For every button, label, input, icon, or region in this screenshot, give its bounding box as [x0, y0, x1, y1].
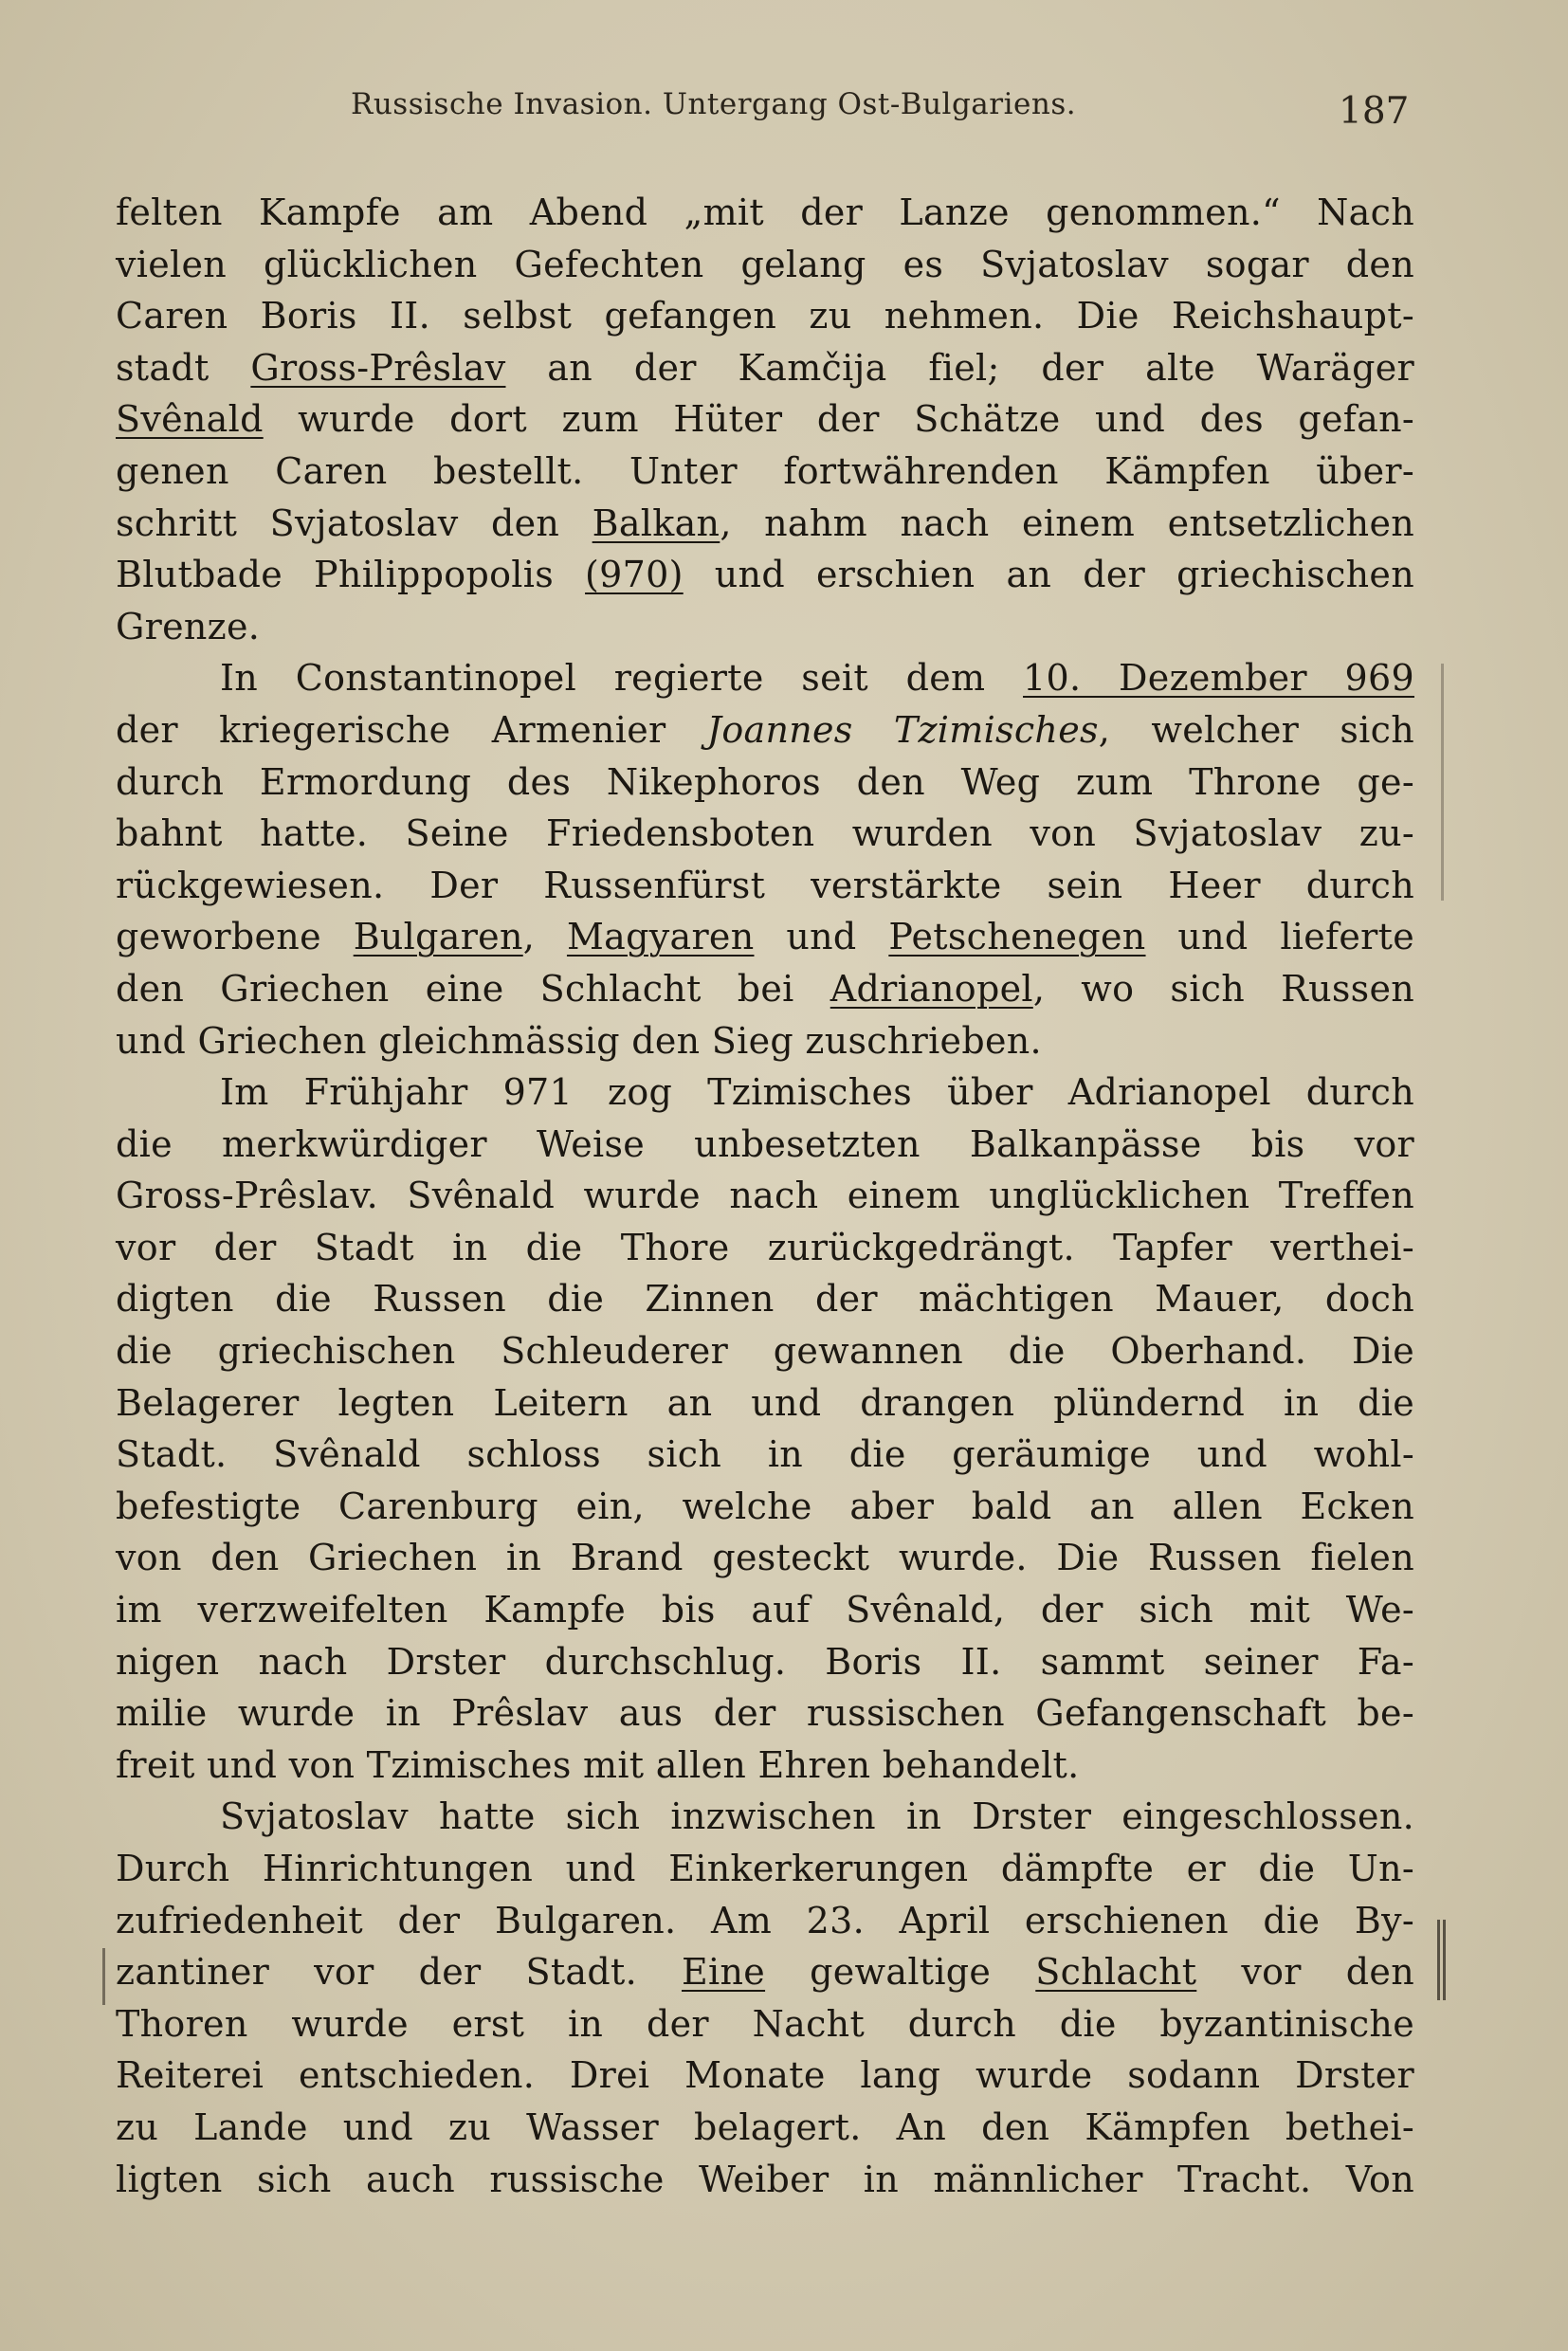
- text-run: bahnt hatte. Seine Friedensboten wurden von Svjatoslav zu-: [116, 812, 1414, 855]
- text-line: [116, 1946, 1414, 1998]
- text-run: durch Ermordung des Nikephoros den Weg zum Throne ge-: [116, 760, 1414, 803]
- text-run: , welcher sich: [1098, 708, 1414, 751]
- text-line: [116, 239, 1414, 291]
- text-run: schritt Svjatoslav den: [116, 501, 593, 544]
- text-line: [116, 1791, 1414, 1843]
- text-run: , wo sich Russen: [1032, 967, 1415, 1010]
- text-run: Stadt. Svênald schloss sich in die geräumige und wohl-: [116, 1433, 1414, 1476]
- text-run: geworbene: [116, 916, 354, 958]
- margin-pencil-mark: [1441, 664, 1444, 901]
- text-run: nigen nach Drster durchschlug. Boris II. sammt seiner Fa-: [116, 1640, 1414, 1683]
- underlined-text: Gross-Prêslav: [250, 346, 506, 389]
- text-run: die griechischen Schleuderer gewannen die Oberhand. Die: [116, 1330, 1414, 1373]
- text-line: [116, 549, 1414, 601]
- text-run: Thoren wurde erst in der Nacht durch die byzantinische: [116, 2002, 1414, 2045]
- text-run: digten die Russen die Zinnen der mächtigen Mauer, doch: [116, 1278, 1414, 1321]
- text-run: zantiner vor der Stadt.: [116, 1951, 683, 1994]
- text-run: wurde dort zum Hüter der Schätze und des gefan-: [263, 398, 1414, 441]
- text-line: [116, 393, 1414, 446]
- text-run: Durch Hinrichtungen und Einkerkerungen dämpfte er die Un-: [116, 1848, 1414, 1889]
- text-run: stadt: [116, 346, 251, 389]
- text-run: rückgewiesen. Der Russenfürst verstärkte sein Heer durch: [116, 864, 1414, 906]
- margin-pencil-mark: [1443, 1920, 1446, 2000]
- text-run: felten Kampfe am Abend „mit der Lanze genommen.“ Nach: [116, 191, 1414, 233]
- underlined-text: Svênald: [116, 398, 264, 441]
- body-text: [116, 187, 1414, 2205]
- text-line: [116, 1998, 1414, 2050]
- text-run: Belagerer legten Leitern an und drangen plündernd in die: [116, 1381, 1414, 1424]
- text-line: [116, 1119, 1414, 1171]
- text-line: [116, 2102, 1414, 2154]
- text-line: [116, 1740, 1414, 1792]
- text-run: und Griechen gleichmässig den Sieg zuschrieben.: [116, 1019, 1042, 1062]
- text-run: freit und von Tzimisches mit allen Ehren behandelt.: [116, 1743, 1080, 1786]
- text-line: [116, 1325, 1414, 1377]
- text-line: [116, 290, 1414, 342]
- underlined-text: Magyaren: [566, 916, 755, 958]
- text-line: [116, 1584, 1414, 1636]
- text-run: und lieferte: [1145, 916, 1415, 958]
- text-run: den Griechen eine Schlacht bei: [116, 967, 830, 1010]
- text-run: von den Griechen in Brand gesteckt wurde. Die Russen fielen: [116, 1537, 1414, 1579]
- text-line: [116, 601, 1414, 653]
- underlined-text: Adrianopel: [830, 967, 1033, 1010]
- text-run: vielen glücklichen Gefechten gelang es Svjatoslav sogar den: [116, 243, 1414, 285]
- text-run: zu Lande und zu Wasser belagert. An den Kämpfen bethei-: [116, 2105, 1414, 2148]
- text-line: [116, 1481, 1414, 1533]
- text-line: [116, 911, 1414, 963]
- text-line: [116, 2050, 1414, 2102]
- text-run: Im Frühjahr 971 zog Tzimisches über Adrianopel durch: [220, 1071, 1414, 1114]
- text-line: [116, 1015, 1414, 1067]
- text-line: [116, 1895, 1414, 1947]
- text-line: [116, 808, 1414, 860]
- text-run: Reiterei entschieden. Drei Monate lang wurde sodann Drster: [116, 2054, 1414, 2097]
- text-line: [116, 1170, 1414, 1222]
- text-line: [116, 1532, 1414, 1584]
- text-run: und erschien an der griechischen: [683, 554, 1414, 596]
- text-run: an der Kamčija fiel; der alte Waräger: [505, 346, 1414, 389]
- text-run: vor der Stadt in die Thore zurückgedrängt. Tapfer verthei-: [116, 1226, 1414, 1268]
- underlined-text: Bulgaren: [353, 916, 523, 958]
- text-run: ligten sich auch russische Weiber in männlicher Tracht. Von: [116, 2158, 1414, 2200]
- text-run: In Constantinopel regierte seit dem: [220, 657, 1024, 700]
- text-run: , nahm nach einem entsetzlichen: [720, 501, 1415, 544]
- text-line: [116, 860, 1414, 912]
- text-line: [116, 1066, 1414, 1119]
- text-line: [116, 1429, 1414, 1481]
- text-run: Svjatoslav hatte sich inzwischen in Drster eingeschlossen.: [220, 1795, 1414, 1838]
- text-line: [116, 342, 1414, 394]
- text-line: [116, 1636, 1414, 1688]
- margin-pencil-mark: [1437, 1920, 1440, 2000]
- text-run: die merkwürdiger Weise unbesetzten Balkanpässe bis vor: [116, 1122, 1414, 1165]
- text-line: [116, 1843, 1414, 1895]
- text-line: [116, 1273, 1414, 1325]
- underlined-text: Schlacht: [1035, 1951, 1197, 1994]
- page-number: 187: [1339, 90, 1410, 133]
- underlined-text: Balkan: [592, 501, 720, 544]
- text-run: Caren Boris II. selbst gefangen zu nehmen. Die Reichshaupt-: [116, 295, 1414, 337]
- underlined-text: Petschenegen: [888, 916, 1146, 958]
- text-line: [116, 2154, 1414, 2206]
- text-run: vor den: [1196, 1951, 1414, 1994]
- text-line: [116, 1687, 1414, 1740]
- margin-pencil-mark: [102, 1948, 105, 2005]
- text-line: [116, 652, 1414, 704]
- text-line: [116, 1377, 1414, 1430]
- text-line: [116, 1222, 1414, 1274]
- text-run: im verzweifelten Kampfe bis auf Svênald, der sich mit We-: [116, 1589, 1414, 1631]
- text-line: [116, 704, 1414, 756]
- text-line: [116, 756, 1414, 809]
- text-run: und: [754, 916, 889, 958]
- underlined-text: Eine: [682, 1951, 766, 1994]
- text-line: [116, 498, 1414, 550]
- text-run: Blutbade Philippopolis: [116, 554, 586, 596]
- text-run: Grenze.: [116, 605, 261, 647]
- text-line: [116, 187, 1414, 239]
- text-run: genen Caren bestellt. Unter fortwährenden Kämpfen über-: [116, 449, 1414, 492]
- underlined-text: 10. Dezember 969: [1023, 657, 1414, 700]
- text-run: zufriedenheit der Bulgaren. Am 23. April erschienen die By-: [116, 1899, 1414, 1941]
- text-run: der kriegerische Armenier: [116, 708, 707, 751]
- text-run: gewaltige: [765, 1951, 1036, 1994]
- text-run: befestigte Carenburg ein, welche aber bald an allen Ecken: [116, 1485, 1414, 1527]
- text-run: ,: [522, 916, 567, 958]
- running-head: Russische Invasion. Untergang Ost-Bulgariens.: [351, 87, 1077, 121]
- text-run: Gross-Prêslav. Svênald wurde nach einem unglücklichen Treffen: [116, 1175, 1414, 1217]
- underlined-text: (970): [585, 554, 684, 596]
- text-line: [116, 446, 1414, 498]
- italic-text: Joannes Tzimisches: [706, 708, 1099, 751]
- text-line: [116, 963, 1414, 1015]
- text-run: milie wurde in Prêslav aus der russischen Gefangenschaft be-: [116, 1692, 1414, 1735]
